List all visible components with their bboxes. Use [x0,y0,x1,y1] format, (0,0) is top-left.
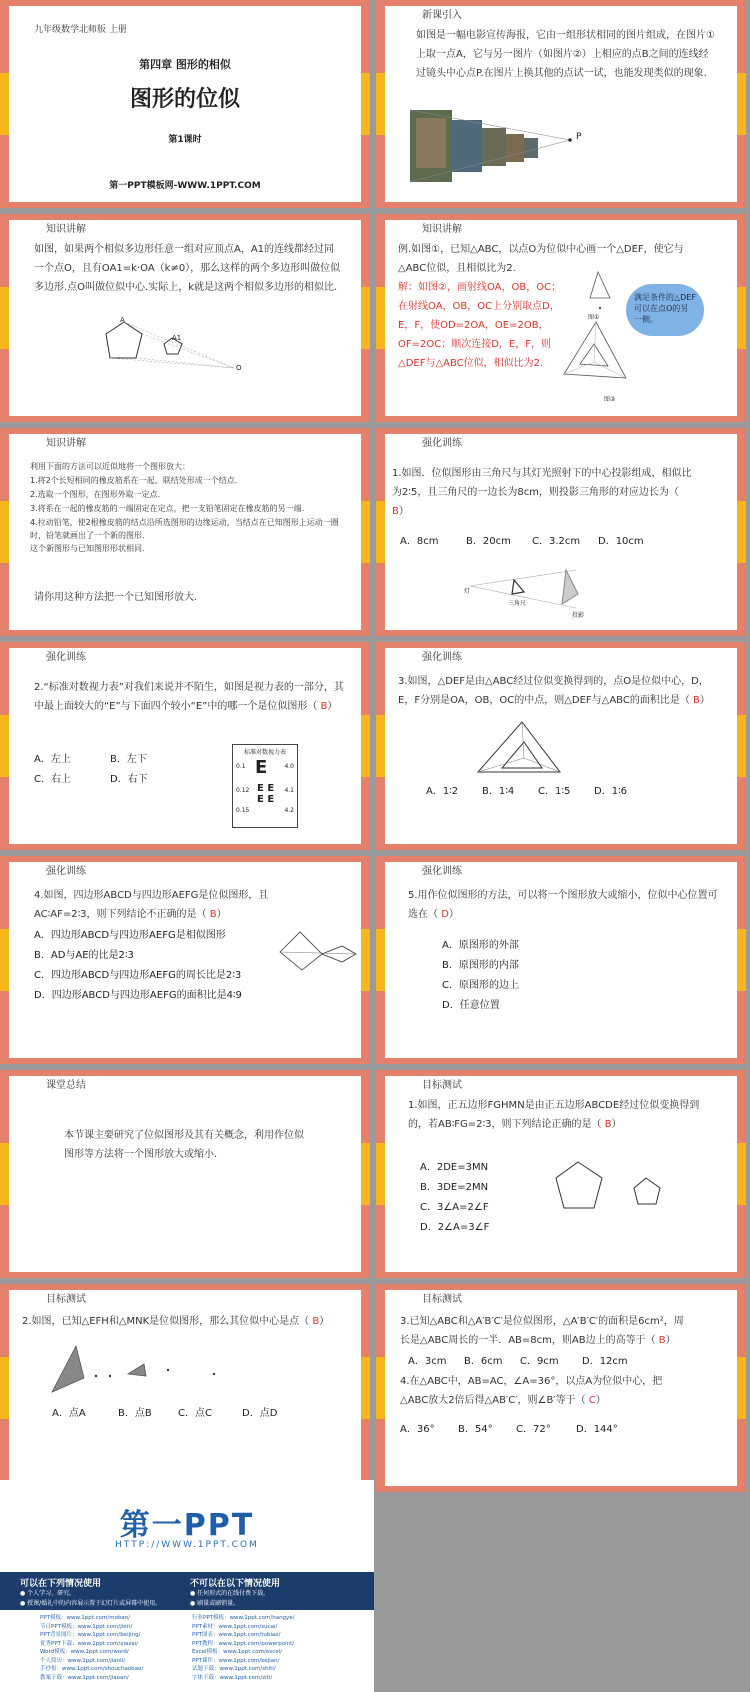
slide-3-concept[interactable] [0,214,370,422]
q3-option-c[interactable]: C．9cm [520,1356,559,1367]
option-b[interactable]: B．AD与AE的比是2∶3 [34,950,134,961]
link-item[interactable]: 手抄报：www.1ppt.com/shouchaobao/ [40,1666,144,1672]
question-text [34,886,304,924]
page-title: 图形的位似 [129,87,240,112]
point-p-label: P [576,132,582,142]
question-end: ） [327,701,338,712]
section-heading: 知识讲解 [422,224,462,235]
triangle-figure [470,718,566,778]
option-c[interactable]: C．四边形ABCD与四边形AEFG的周长比是2∶3 [34,970,242,981]
lesson-label: 第1课时 [168,135,202,145]
slide-12-test[interactable] [376,1070,746,1278]
method-line: 3.将系在一起的橡皮筋的一端固定在定点，把一支铅笔固定在橡皮筋的另一端. [30,504,305,513]
link-item[interactable]: PPT图表：www.1ppt.com/tubiao/ [192,1632,281,1638]
slide-5-method[interactable] [0,428,370,636]
q4-option-a[interactable]: A．36° [400,1424,435,1435]
links-right [192,1614,295,1682]
link-item[interactable]: PPT教程：www.1ppt.com/powerpoint/ [192,1640,295,1647]
question-end: ） [319,1316,330,1327]
answer-mark: B [604,1119,612,1130]
cannot-use-item: ● 任何形式的在线付费下载。 [190,1590,270,1597]
lamp-label: 灯 [464,588,471,595]
intro-text: 如图是一幅电影宣传海报，它由一组形状相同的图片组成，在图片①上取一点A，它与另一图片（如图片②）上相应的点B之间的连线经过镜头中心点P.在图片上换其他的点试一试，也能发现类似的现象. [416,30,715,79]
chart-value: 4.0 [284,763,294,770]
link-item[interactable]: PPT素材：www.1ppt.com/sucai/ [192,1623,278,1630]
question-body: 4.在△ABC中，AB=AC，∠A=36°，以点A为位似中心，把△ABC放大2倍后得△AB′C′，则∠B′等于（ [400,1376,663,1406]
link-item[interactable]: 个人简历：www.1ppt.com/jianli/ [40,1657,126,1664]
can-use-title: 可以在下列情况使用 [20,1579,102,1589]
chart-value: 0.1 [236,763,246,770]
option-d[interactable]: D．2∠A=3∠F [420,1222,490,1233]
q3-option-b[interactable]: B．6cm [464,1356,503,1367]
section-heading: 知识讲解 [46,224,86,235]
method-line: 1.将2个长短相同的橡皮筋系在一起，联结处形成一个结点. [30,476,238,485]
slide-14-test[interactable] [376,1284,746,1492]
link-item[interactable]: 行业PPT模板：www.1ppt.com/hangye/ [192,1615,295,1621]
slide-8-drill[interactable] [376,642,746,850]
question-body: 4.如图，四边形ABCD与四边形AEFG是位似图形，且AC∶AF=2∶3，则下列结论不正确的是（ [34,890,269,920]
question-end: ） [611,1119,622,1130]
answer-mark: C [588,1395,596,1406]
slide-card [9,1076,361,1272]
option-a[interactable]: A．2DE=3MN [420,1162,489,1173]
answer-mark: D [441,909,449,920]
chapter-title: 第四章 图形的相似 [139,58,231,71]
option-b[interactable]: B．20cm [466,536,511,547]
section-heading: 强化训练 [422,438,462,449]
answer-mark: B [312,1316,320,1327]
question-end: ） [595,1395,606,1406]
option-d[interactable]: D．1∶6 [594,786,628,797]
option-c[interactable]: C．原图形的边上 [442,980,519,991]
answer-mark: B [320,701,328,712]
question-text [22,1312,362,1331]
section-heading: 知识讲解 [46,438,86,449]
slide-1-title[interactable] [0,0,370,208]
option-b[interactable]: B．3DE=2MN [420,1182,489,1193]
answer-mark: B [693,695,700,706]
option-c[interactable]: C．点C [178,1408,212,1419]
brand-logo: 第一PPT [119,1508,255,1543]
option-b[interactable]: B．左下 [110,754,147,765]
footer-brand: 第一PPT模板网-WWW.1PPT.COM [109,181,261,191]
section-heading: 强化训练 [46,652,86,663]
link-item[interactable]: PPT模板：www.1ppt.com/moban/ [40,1615,131,1621]
cannot-use-title: 不可以在以下情况使用 [190,1579,281,1589]
option-a[interactable]: A．原图形的外部 [442,940,519,951]
option-a[interactable]: A．1∶2 [426,786,459,797]
option-d[interactable]: D．四边形ABCD与四边形AEFG的面积比是4∶9 [34,990,242,1001]
question-body: 2.如图，已知△EFH和△MNK是位似图形，那么其位似中心是点（ [22,1316,313,1327]
link-item[interactable]: 教案下载：www.1ppt.com/jiaoan/ [40,1674,129,1681]
grade-label: 九年级数学北师版 上册 [34,25,127,35]
section-heading: 强化训练 [46,866,86,877]
question-body: 1.如图．位似图形由三角尺与其灯光照射下的中心投影组成，相似比为2∶5，且三角尺的一边长为8cm，则投影三角形的对应边长为（ [392,468,692,498]
question-end: ） [699,695,710,706]
slide-7-drill[interactable] [0,642,370,850]
q4-option-d[interactable]: D．144° [576,1424,618,1435]
slide-2-intro[interactable] [376,0,746,208]
chart-value: 4.1 [284,787,294,794]
usage-band [0,1572,374,1692]
slide-4-example[interactable] [376,214,746,422]
question-end: ） [448,909,459,920]
link-item[interactable]: PPT背景图片：www.1ppt.com/beijing/ [40,1632,141,1638]
cannot-use-item: ● 刷量或刷销量。 [190,1600,240,1607]
question-body: 1.如图，正五边形FGHMN是由正五边形ABCDE经过位似变换得到的，若AB∶FG=2∶3，则下列结论正确的是（ [408,1100,700,1130]
question-text [392,464,692,521]
method-line: 这个新图形与已知图形形状相同. [30,544,145,553]
quadrilateral-figure [276,922,362,978]
lamp-projection-figure [466,564,586,620]
method-line: 2.选取一个图形，在图形外取一定点. [30,490,161,499]
hint-bubble [626,284,704,336]
question-3-text [400,1312,690,1350]
question-end: ） [216,909,227,920]
link-item[interactable]: 节日PPT模板：www.1ppt.com/jieri/ [40,1623,133,1630]
question-body: 2.“标准对数视力表”对我们来说并不陌生，如图是视力表的一部分，其中最上面较大的“E”与下面四个较小“E”中的哪一个是位似图形（ [34,682,344,712]
chart-value: 0.12 [236,787,250,794]
link-item[interactable]: PPT课件：www.1ppt.com/kejian/ [192,1657,280,1664]
question-body: 5.用作位似图形的方法，可以将一个图形放大或缩小，位似中心位置可选在（ [408,890,718,920]
option-c[interactable]: C．3∠A=2∠F [420,1202,489,1213]
triangles-figure [46,1340,236,1400]
homothety-figure [96,314,246,374]
poster-figure [410,108,580,184]
example-figure-2 [556,318,636,388]
slide-9-drill[interactable] [0,856,370,1064]
option-c[interactable]: C．3.2cm [532,536,581,547]
example-figure-1 [580,268,620,312]
option-b[interactable]: B．点B [118,1408,152,1419]
figure-1-label: 图① [588,314,600,321]
answer-mark: B [209,909,217,920]
label-a: A [120,316,125,324]
triangle-label: 三角尺 [508,600,527,607]
option-a[interactable]: A．点A [52,1408,86,1419]
can-use-item: ● 个人学习、研究。 [20,1590,76,1597]
definition-text: 如图，如果两个相似多边形任意一组对应顶点A，A1的连线都经过同一个点O，且有OA1=k·OA（k≠0），那么这样的两个多边形叫做位似多边形.点O叫做位似中心.实际上，k就是这两个相似多边形的相似比. [34,244,341,293]
slide-10-drill[interactable] [376,856,746,1064]
option-a[interactable]: A．四边形ABCD与四边形AEFG是相似图形 [34,930,226,941]
section-heading: 课堂总结 [46,1080,86,1091]
method-line: 利用下面的方法可以近似地将一个图形放大： [30,462,190,471]
link-item[interactable]: 优秀PPT下载：www.1ppt.com/xiazai/ [40,1640,139,1647]
eye-chart-e-small: E E E E [257,783,275,805]
option-a[interactable]: A．8cm [400,536,439,547]
slide-15-credits[interactable] [0,1480,374,1692]
question-text [408,886,718,924]
links-left [40,1614,143,1682]
brand-url: HTTP://WWW.1PPT.COM [115,1540,259,1550]
question-end: ） [398,506,409,517]
option-a[interactable]: A．左上 [34,754,71,765]
question-text [408,1096,704,1134]
option-d[interactable]: D．10cm [598,536,644,547]
option-c[interactable]: C．右上 [34,774,71,785]
section-heading: 新课引入 [422,10,462,21]
question-body: 3.已知△ABC和△A′B′C′是位似图形，△A′B′C′的面积是6cm²，周长是△ABC周长的一半．AB=8cm，则AB边上的高等于（ [400,1316,684,1346]
section-heading: 目标测试 [46,1294,86,1305]
link-item[interactable]: Excel模板：www.1ppt.com/excel/ [192,1649,283,1655]
example-question: 例.如图①，已知△ABC，以点O为位似中心画一个△DEF，使它与△ABC位似，且相似比为2. [398,244,684,274]
link-item[interactable]: 字体下载：www.1ppt.com/ziti/ [192,1674,273,1681]
slide-11-summary[interactable] [0,1070,370,1278]
projection-label: 投影 [572,612,585,619]
section-heading: 目标测试 [422,1294,462,1305]
method-task: 请你用这种方法把一个已知图形放大. [34,592,198,603]
slide-6-drill[interactable] [376,428,746,636]
option-c[interactable]: C．1∶5 [538,786,571,797]
option-d[interactable]: D．右下 [110,774,148,785]
label-o: O [236,364,242,372]
q4-option-c[interactable]: C．72° [516,1424,551,1435]
question-end: ） [665,1335,676,1346]
option-b[interactable]: B．原图形的内部 [442,960,519,971]
option-b[interactable]: B．1∶4 [482,786,515,797]
pentagon-figure [550,1154,670,1226]
question-text [398,672,718,710]
label-a1: A1 [172,334,182,342]
q3-option-a[interactable]: A．3cm [408,1356,447,1367]
option-d[interactable]: D．点D [242,1408,278,1419]
section-heading: 目标测试 [422,1080,462,1091]
summary-text: 本节课主要研究了位似图形及其有关概念，利用作位似图形等方法将一个图形放大或缩小. [64,1130,304,1160]
chart-value: 4.2 [284,807,294,814]
eye-chart-title: 标准对数视力表 [243,749,286,756]
section-heading: 强化训练 [422,866,462,877]
eye-chart [232,744,298,828]
link-item[interactable]: Word模板：www.1ppt.com/word/ [40,1649,129,1655]
question-body: 3.如图，△DEF是由△ABC经过位似变换得到的，点O是位似中心，D，E，F分别是OA，OB，OC的中点，则△DEF与△ABC的面积比是（ [398,676,709,706]
figure-2-label: 图② [604,396,616,403]
hint-text: 满足条件的△DEF可以在点O的另一侧。 [634,293,696,324]
answer-mark: B [392,506,399,517]
example-solution: 解：如图②，画射线OA，OB，OC；在射线OA，OB，OC上分别取点D，E，F，使OD=2OA，OE=2OB，OF=2OC；顺次连接D，E，F，则△DEF与△ABC位似，相似比为2. [398,282,562,369]
answer-mark: B [658,1335,666,1346]
slide-13-test[interactable] [0,1284,370,1492]
chart-value: 0.15 [236,807,250,814]
can-use-item: ● 授课/婚礼中的内容展示置于幻灯片或屏幕中使用。 [20,1600,162,1607]
eye-chart-e-large: E [255,757,268,778]
method-line: 4.拉动铅笔，使2根橡皮筋的结点沿所选图形的边缘运动，当结点在已知图形上运动一圈时，铅笔就画出了一个新的图形. [30,518,339,540]
q3-option-d[interactable]: D．12cm [582,1356,628,1367]
q4-option-b[interactable]: B．54° [458,1424,493,1435]
link-item[interactable]: 试题下载：www.1ppt.com/shiti/ [192,1666,276,1672]
question-text [34,678,348,716]
question-4-text [400,1372,690,1410]
section-heading: 强化训练 [422,652,462,663]
option-d[interactable]: D．任意位置 [442,1000,500,1011]
